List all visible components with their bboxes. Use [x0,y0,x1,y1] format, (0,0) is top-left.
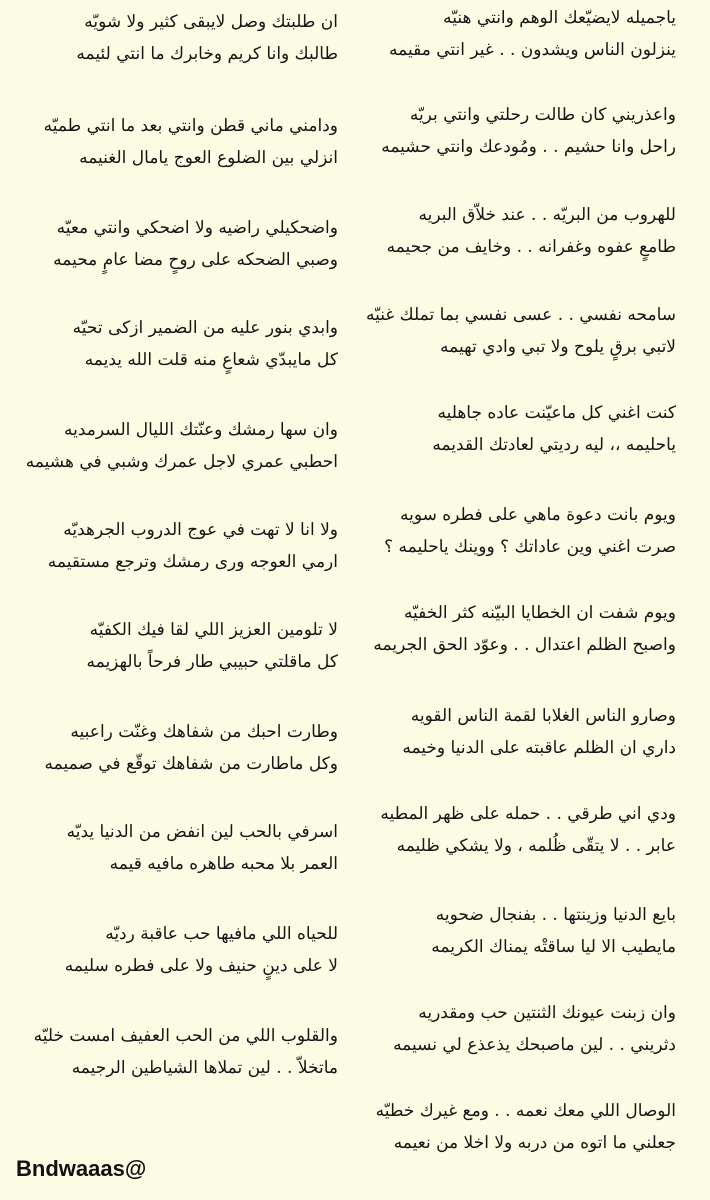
stanza [12,6,338,78]
verse-line: ياجميله لايضيّعك الوهم وانتي هنيّه [443,8,676,28]
verse-line: لاتبي برقٍ يلوح ولا تبي وادي تهيمه [440,337,676,357]
verse-line: لا على دينٍ حنيف ولا على فطره سليمه [64,956,338,976]
stanza [358,199,676,271]
verse-line: دثريني . . لين ماصبحك يذعذع لي نسيمه [393,1035,676,1055]
verse-line: وصبي الضحكه على روحٍ مضا عامٍ محيمه [53,250,338,270]
verse-line: ودي اني طرقي . . حمله على ظهر المطيه [380,804,676,824]
verse-line: واصبح الظلم اعتدال . . وعوّد الحق الجريمه [373,635,676,655]
verse-line: العمر بلا محبه طاهره مافيه قيمه [109,854,338,874]
verse-line: اسرفي بالحب لين انفض من الدنيا يديّه [66,822,338,842]
verse-line: طامعٍ عفوه وغفرانه . . وخايف من جحيمه [386,237,676,257]
stanza [358,499,676,571]
stanza [358,1095,676,1167]
verse-line: مايطيب الا ليا ساقتْه يمناك الكريمه [431,937,676,957]
stanza [358,99,676,171]
stanza [12,918,338,990]
verse-line: ماتخلاّ . . لين تملاها الشياطين الرجيمه [71,1058,338,1078]
verse-line: ياحليمه ،، ليه رديتي لعادتك القديمه [432,435,676,455]
stanza [12,212,338,284]
stanza [358,2,676,74]
verse-line: صرت اغني وين عاداتك ؟ ووينك ياحليمه ؟ [384,537,676,557]
poem-column-left [0,0,352,1150]
verse-line: وكل ماطارت من شفاهك توقّع في صميمه [44,754,338,774]
verse-line: ولا انا لا تهت في عوج الدروب الجرهديّه [63,520,338,540]
verse-line: وابدي بنور عليه من الضمير ازكى تحيّه [72,318,338,338]
stanza [12,312,338,384]
poem-column-right [358,0,710,1153]
verse-line: واضحكيلي راضيه ولا اضحكي وانتي معيّه [56,218,338,238]
verse-line: انزلي بين الضلوع العوج يامال الغنيمه [79,148,338,168]
stanza [358,997,676,1069]
verse-line: وصارو الناس الغلابا لقمة الناس القويه [410,706,676,726]
verse-line: ينزلون الناس ويشدون . . غير انتي مقيمه [389,40,676,60]
stanza [12,414,338,486]
verse-line: وان زبنت عيونك الثنتين حب ومقدريه [418,1003,676,1023]
verse-line: للهروب من البريّه . . عند خلاّق البريه [418,205,676,225]
verse-line: ان طلبتك وصل لايبقى كثير ولا شويّه [84,12,338,32]
verse-line: ويوم شفت ان الخطايا البيّنه كثر الخفيّه [403,603,676,623]
stanza [12,614,338,686]
author-handle: Bndwaaas@ [16,1156,147,1181]
verse-line: عابر . . لا يتقّى ظُلمه ، ولا يشكي ظليمه [396,836,676,856]
verse-line: راحل وانا حشيم . . ومُودعك وانتي حشيمه [381,137,676,157]
verse-line: بايع الدنيا وزينتها . . بفنجال ضحويه [435,905,676,925]
stanza [12,716,338,788]
stanza [358,700,676,772]
verse-line: واعذريني كان طالت رحلتي وانتي بريّه [409,105,676,125]
verse-line: كل مايبدّي شعاعٍ منه قلت الله يديمه [84,350,338,370]
stanza [12,1020,338,1092]
verse-line: وطارت احبك من شفاهك وغنّت راعبيه [70,722,338,742]
verse-line: سامحه نفسي . . عسى نفسي بما تملك غنيّه [366,305,676,325]
verse-line: لا تلومين العزيز اللي لقا فيك الكفيّه [89,620,338,640]
verse-line: احطبي عمري لاجل عمرك وشبي في هشيمه [25,452,338,472]
verse-line: طالبك وانا كريم وخابرك ما انتي لئيمه [76,44,338,64]
stanza [358,597,676,669]
verse-line: كنت اغني كل ماعيّنت عاده جاهليه [437,403,676,423]
verse-line: الوصال اللي معك نعمه . . ومع غيرك خطيّه [375,1101,676,1121]
verse-line: داري ان الظلم عاقبته على الدنيا وخيمه [402,738,676,758]
verse-line: ارمي العوجه ورى رمشك وترجع مستقيمه [47,552,338,572]
verse-line: للحياه اللي مافيها حب عاقبة رديّه [105,924,338,944]
verse-line: والقلوب اللي من الحب العفيف امست خليّه [33,1026,338,1046]
verse-line: ودامني ماني قطن وانتي بعد ما انتي طميّه [43,116,338,136]
stanza [358,299,676,371]
verse-line: وان سها رمشك وعنّتك الليال السرمديه [64,420,338,440]
stanza [358,899,676,971]
stanza [358,397,676,469]
stanza [12,514,338,586]
stanza [358,798,676,870]
verse-line: كل ماقلتي حبيبي طار فرحاً بالهزيمه [86,652,338,672]
stanza [12,110,338,182]
verse-line: ويوم بانت دعوة ماهي على فطره سويه [399,505,676,525]
stanza [12,816,338,888]
verse-line: جعلني ما اتوه من دربه ولا اخلا من نعيمه [393,1133,676,1153]
